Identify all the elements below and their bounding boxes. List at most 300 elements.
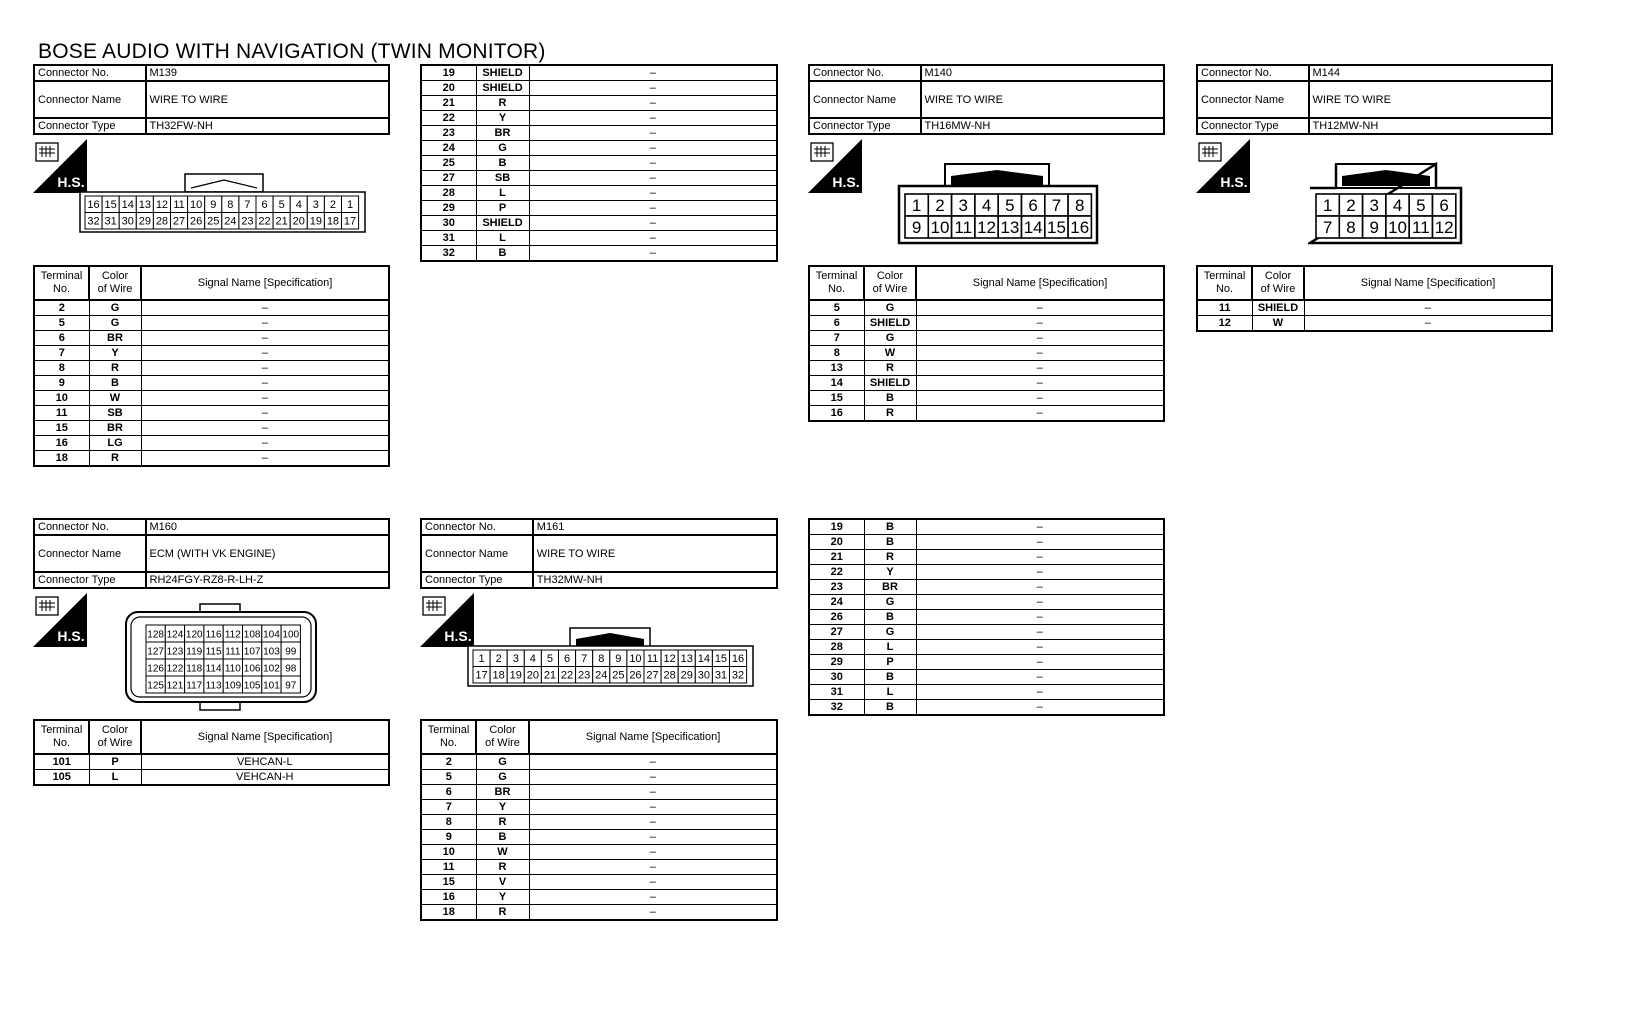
terminal-cell: 25	[421, 156, 476, 171]
terminal-cell: 19	[421, 65, 476, 81]
connector-no-value: M140	[921, 65, 1165, 81]
connector-m140-header	[808, 64, 1165, 135]
terminal-table-m161-continued	[808, 518, 1165, 716]
wire-color-cell: LG	[89, 436, 141, 451]
signal-name-cell: –	[916, 550, 1164, 565]
terminal-cell: 15	[809, 391, 864, 406]
pin-number: 4	[295, 199, 302, 212]
terminal-header: Terminal No.	[421, 720, 476, 754]
pin-number: 28	[155, 215, 169, 228]
table-row	[421, 830, 777, 845]
table-row	[809, 519, 1164, 535]
signal-name-cell: –	[916, 655, 1164, 670]
pin-number: 20	[526, 669, 539, 682]
pin-number: 21	[543, 669, 557, 682]
wire-color-cell: L	[864, 640, 916, 655]
pin-number: 17	[475, 669, 488, 682]
pin-number: 16	[731, 653, 745, 666]
terminal-header: Terminal No.	[1197, 266, 1252, 300]
terminal-cell: 27	[421, 171, 476, 186]
pin-number: 99	[285, 646, 297, 658]
pin-number: 19	[509, 669, 522, 682]
pin-number: 23	[578, 669, 591, 682]
wire-color-cell: Y	[476, 890, 529, 905]
signal-header: Signal Name [Specification]	[1304, 266, 1552, 300]
terminal-cell: 20	[809, 535, 864, 550]
signal-name-cell: –	[916, 595, 1164, 610]
wire-color-cell: B	[89, 376, 141, 391]
terminal-cell: 22	[421, 111, 476, 126]
connector-no-value: M139	[146, 65, 390, 81]
table-row	[34, 361, 389, 376]
pin-number: 3	[1369, 196, 1379, 216]
wire-color-cell: W	[89, 391, 141, 406]
terminal-cell: 29	[421, 201, 476, 216]
pin-number: 8	[1075, 196, 1085, 216]
table-row	[421, 875, 777, 890]
pin-number: 98	[285, 663, 297, 675]
signal-name-cell: –	[141, 376, 389, 391]
connector-name-label: Connector Name	[421, 535, 533, 572]
wire-color-cell: Y	[864, 565, 916, 580]
wire-color-cell: R	[864, 550, 916, 565]
signal-name-cell: –	[916, 700, 1164, 716]
signal-name-cell: –	[529, 905, 777, 921]
connector-name-label: Connector Name	[809, 81, 921, 118]
signal-name-cell: –	[141, 346, 389, 361]
table-row	[421, 201, 777, 216]
connector-name-value: WIRE TO WIRE	[533, 535, 777, 572]
terminal-cell: 8	[809, 346, 864, 361]
terminal-cell: 30	[809, 670, 864, 685]
signal-name-cell: –	[916, 316, 1164, 331]
table-row	[809, 391, 1164, 406]
signal-header: Signal Name [Specification]	[529, 720, 777, 754]
wire-color-cell: R	[476, 860, 529, 875]
connector-no-label: Connector No.	[809, 65, 921, 81]
pin-number: 4	[1392, 196, 1403, 216]
terminal-cell: 30	[421, 216, 476, 231]
wire-color-cell: SHIELD	[1252, 300, 1304, 316]
signal-name-cell: –	[916, 610, 1164, 625]
terminal-cell: 27	[809, 625, 864, 640]
table-row	[34, 300, 389, 316]
hs-label: H.S.	[444, 628, 472, 644]
terminal-cell: 18	[421, 905, 476, 921]
signal-name-cell: –	[916, 376, 1164, 391]
connector-type-label: Connector Type	[1197, 118, 1309, 134]
connector-m161-header	[420, 518, 778, 589]
signal-name-cell: –	[529, 754, 777, 770]
wire-color-cell: G	[864, 595, 916, 610]
table-row	[421, 186, 777, 201]
signal-name-cell: –	[529, 845, 777, 860]
pin-number: 12	[1434, 218, 1454, 238]
wire-color-cell: L	[476, 231, 529, 246]
signal-name-cell: –	[141, 436, 389, 451]
pin-number: 11	[1412, 218, 1430, 238]
table-row	[809, 406, 1164, 422]
pin-number: 4	[981, 196, 992, 216]
pin-number: 117	[186, 680, 203, 692]
pin-number: 115	[205, 646, 222, 658]
connector-name-label: Connector Name	[34, 81, 146, 118]
connector-m139-face	[78, 172, 368, 234]
signal-name-cell: –	[529, 201, 777, 216]
table-row	[1197, 316, 1552, 332]
pin-number: 9	[210, 199, 217, 212]
wire-color-cell: R	[476, 96, 529, 111]
table-row	[809, 670, 1164, 685]
pin-number: 111	[225, 646, 241, 658]
signal-name-cell: –	[916, 300, 1164, 316]
connector-type-label: Connector Type	[34, 572, 146, 588]
table-row	[421, 111, 777, 126]
pin-number: 16	[1070, 218, 1090, 238]
wire-color-cell: G	[476, 770, 529, 785]
wire-color-cell: G	[864, 625, 916, 640]
signal-name-cell: –	[916, 406, 1164, 422]
table-row	[34, 331, 389, 346]
table-row	[809, 565, 1164, 580]
pin-number: 30	[697, 669, 710, 682]
terminal-cell: 28	[421, 186, 476, 201]
pin-number: 2	[1346, 196, 1356, 216]
terminal-cell: 19	[809, 519, 864, 535]
pin-number: 26	[629, 669, 642, 682]
signal-name-cell: –	[916, 580, 1164, 595]
table-row	[34, 754, 389, 770]
pin-number: 10	[930, 218, 950, 238]
wire-color-cell: G	[476, 141, 529, 156]
signal-name-cell: –	[916, 535, 1164, 550]
connector-no-value: M144	[1309, 65, 1553, 81]
wire-color-cell: G	[864, 331, 916, 346]
connector-type-value: TH12MW-NH	[1309, 118, 1553, 134]
wire-color-cell: G	[89, 300, 141, 316]
terminal-cell: 15	[421, 875, 476, 890]
terminal-table-m160	[33, 719, 390, 786]
pin-number: 16	[87, 199, 100, 212]
pin-number: 31	[714, 669, 728, 682]
wire-color-cell: B	[864, 610, 916, 625]
pin-number: 9	[911, 218, 922, 238]
table-row	[421, 96, 777, 111]
pin-number: 6	[1028, 196, 1038, 216]
wire-color-cell: G	[864, 300, 916, 316]
connector-m139-header	[33, 64, 390, 135]
pin-number: 12	[155, 199, 169, 212]
wire-color-cell: R	[89, 451, 141, 467]
signal-header: Signal Name [Specification]	[141, 720, 389, 754]
signal-name-cell: –	[141, 391, 389, 406]
signal-name-cell: –	[529, 890, 777, 905]
table-row	[809, 685, 1164, 700]
pin-number: 114	[205, 663, 222, 675]
pin-number: 1	[911, 196, 922, 216]
pin-number: 25	[207, 215, 220, 228]
page-title: BOSE AUDIO WITH NAVIGATION (TWIN MONITOR)	[38, 40, 546, 63]
table-row	[421, 81, 777, 96]
connector-no-label: Connector No.	[34, 519, 146, 535]
table-row	[34, 406, 389, 421]
pin-number: 21	[275, 215, 288, 228]
terminal-cell: 14	[809, 376, 864, 391]
wire-color-cell: B	[476, 156, 529, 171]
signal-name-cell: VEHCAN-H	[141, 770, 389, 786]
terminal-cell: 5	[421, 770, 476, 785]
pin-number: 11	[173, 199, 185, 212]
terminal-cell: 26	[809, 610, 864, 625]
terminal-cell: 18	[34, 451, 89, 467]
connector-m161-face	[466, 626, 756, 690]
pin-number: 108	[243, 629, 261, 641]
signal-name-cell: –	[529, 171, 777, 186]
terminal-cell: 13	[809, 361, 864, 376]
terminal-cell: 23	[421, 126, 476, 141]
terminal-table-m139	[33, 265, 390, 467]
pin-number: 126	[147, 663, 164, 675]
color-header: Color of Wire	[89, 720, 141, 754]
signal-name-cell: –	[529, 830, 777, 845]
signal-name-cell: –	[529, 815, 777, 830]
signal-name-cell: VEHCAN-L	[141, 754, 389, 770]
pin-number: 97	[285, 680, 297, 692]
pin-number: 106	[243, 663, 261, 675]
pin-number: 8	[1346, 218, 1356, 238]
wire-color-cell: L	[89, 770, 141, 786]
signal-name-cell: –	[529, 126, 777, 141]
terminal-cell: 21	[421, 96, 476, 111]
pin-number: 122	[166, 663, 184, 675]
table-row	[809, 700, 1164, 716]
pin-number: 101	[263, 680, 280, 692]
pin-number: 20	[292, 215, 305, 228]
wire-color-cell: BR	[476, 785, 529, 800]
terminal-cell: 32	[421, 246, 476, 262]
pin-number: 32	[87, 215, 100, 228]
pin-number: 22	[258, 215, 271, 228]
pin-number: 17	[343, 215, 357, 228]
signal-name-cell: –	[529, 860, 777, 875]
wire-color-cell: G	[476, 754, 529, 770]
hs-label: H.S.	[832, 174, 860, 190]
pin-number: 2	[935, 196, 945, 216]
terminal-cell: 5	[34, 316, 89, 331]
pin-number: 7	[1322, 218, 1333, 238]
terminal-cell: 24	[809, 595, 864, 610]
pin-number: 13	[1000, 218, 1020, 238]
pin-number: 3	[512, 653, 519, 666]
wire-color-cell: Y	[476, 111, 529, 126]
signal-name-cell: –	[529, 770, 777, 785]
table-row	[34, 451, 389, 467]
terminal-cell: 31	[421, 231, 476, 246]
connector-name-value: WIRE TO WIRE	[146, 81, 390, 118]
signal-name-cell: –	[1304, 300, 1552, 316]
signal-name-cell: –	[529, 81, 777, 96]
pin-number: 116	[205, 629, 222, 641]
hs-label: H.S.	[57, 628, 85, 644]
connector-name-value: ECM (WITH VK ENGINE)	[146, 535, 390, 572]
pin-number: 110	[224, 663, 241, 675]
table-row	[809, 331, 1164, 346]
pin-number: 112	[224, 629, 241, 641]
terminal-cell: 11	[34, 406, 89, 421]
terminal-header: Terminal No.	[809, 266, 864, 300]
hs-icon	[33, 593, 87, 647]
terminal-cell: 2	[421, 754, 476, 770]
terminal-cell: 16	[34, 436, 89, 451]
color-header: Color of Wire	[864, 266, 916, 300]
signal-name-cell: –	[529, 186, 777, 201]
connector-m160-header	[33, 518, 390, 589]
connector-name-value: WIRE TO WIRE	[921, 81, 1165, 118]
terminal-cell: 8	[421, 815, 476, 830]
pin-number: 7	[244, 199, 251, 212]
terminal-cell: 6	[34, 331, 89, 346]
terminal-table-m140	[808, 265, 1165, 422]
pin-number: 6	[261, 199, 268, 212]
pin-number: 123	[166, 646, 184, 658]
pin-number: 12	[663, 653, 676, 666]
pin-number: 119	[186, 646, 203, 658]
wire-color-cell: P	[864, 655, 916, 670]
connector-no-label: Connector No.	[421, 519, 533, 535]
table-row	[421, 246, 777, 262]
pin-number: 32	[731, 669, 745, 682]
wire-color-cell: B	[864, 670, 916, 685]
pin-number: 10	[190, 199, 203, 212]
table-row	[421, 800, 777, 815]
connector-type-value: RH24FGY-RZ8-R-LH-Z	[146, 572, 390, 588]
terminal-cell: 31	[809, 685, 864, 700]
table-row	[809, 346, 1164, 361]
hs-label: H.S.	[1220, 174, 1248, 190]
connector-type-label: Connector Type	[809, 118, 921, 134]
table-row	[809, 655, 1164, 670]
table-row	[1197, 300, 1552, 316]
wire-color-cell: V	[476, 875, 529, 890]
wire-color-cell: B	[476, 830, 529, 845]
pin-number: 19	[309, 215, 322, 228]
table-row	[421, 905, 777, 921]
pin-number: 120	[185, 629, 203, 641]
signal-name-cell: –	[529, 875, 777, 890]
terminal-cell: 105	[34, 770, 89, 786]
wire-color-cell: B	[864, 519, 916, 535]
pin-number: 7	[581, 653, 588, 666]
pin-number: 5	[1416, 196, 1426, 216]
pin-number: 7	[1051, 196, 1062, 216]
table-row	[809, 316, 1164, 331]
pin-number: 121	[166, 680, 184, 692]
wire-color-cell: B	[864, 535, 916, 550]
terminal-cell: 11	[1197, 300, 1252, 316]
terminal-cell: 10	[421, 845, 476, 860]
table-row	[421, 231, 777, 246]
wire-color-cell: B	[864, 391, 916, 406]
table-row	[421, 171, 777, 186]
pin-number: 5	[278, 199, 285, 212]
pin-number: 1	[1322, 196, 1333, 216]
signal-name-cell: –	[529, 156, 777, 171]
terminal-cell: 32	[809, 700, 864, 716]
wire-color-cell: L	[864, 685, 916, 700]
signal-name-cell: –	[529, 800, 777, 815]
pin-number: 2	[495, 653, 502, 666]
signal-name-cell: –	[529, 785, 777, 800]
signal-name-cell: –	[529, 216, 777, 231]
pin-number: 31	[104, 215, 117, 228]
signal-name-cell: –	[141, 361, 389, 376]
signal-name-cell: –	[141, 300, 389, 316]
table-row	[34, 421, 389, 436]
signal-name-cell: –	[529, 141, 777, 156]
terminal-cell: 9	[421, 830, 476, 845]
signal-name-cell: –	[529, 246, 777, 262]
pin-number: 18	[326, 215, 340, 228]
signal-name-cell: –	[916, 685, 1164, 700]
terminal-cell: 15	[34, 421, 89, 436]
connector-m144-face	[1308, 162, 1464, 246]
table-row	[809, 376, 1164, 391]
pin-number: 107	[243, 646, 261, 658]
pin-number: 103	[263, 646, 280, 658]
wire-color-cell: G	[89, 316, 141, 331]
hs-icon	[808, 139, 862, 193]
table-row	[34, 770, 389, 786]
signal-name-cell: –	[916, 519, 1164, 535]
connector-no-value: M160	[146, 519, 390, 535]
pin-number: 10	[1388, 218, 1408, 238]
table-row	[421, 785, 777, 800]
wire-color-cell: Y	[476, 800, 529, 815]
signal-name-cell: –	[529, 65, 777, 81]
pin-number: 28	[663, 669, 676, 682]
terminal-cell: 7	[809, 331, 864, 346]
connector-name-label: Connector Name	[34, 535, 146, 572]
table-row	[809, 580, 1164, 595]
wire-color-cell: R	[89, 361, 141, 376]
signal-name-cell: –	[916, 640, 1164, 655]
pin-number: 10	[629, 653, 642, 666]
connector-type-value: TH32MW-NH	[533, 572, 777, 588]
terminal-cell: 2	[34, 300, 89, 316]
wire-color-cell: SB	[476, 171, 529, 186]
table-row	[421, 754, 777, 770]
pin-number: 124	[166, 629, 184, 641]
signal-name-cell: –	[916, 670, 1164, 685]
signal-header: Signal Name [Specification]	[141, 266, 389, 300]
connector-type-value: TH32FW-NH	[146, 118, 390, 134]
signal-name-cell: –	[916, 625, 1164, 640]
signal-name-cell: –	[529, 96, 777, 111]
pin-number: 6	[1439, 196, 1449, 216]
wire-color-cell: P	[476, 201, 529, 216]
pin-number: 18	[492, 669, 505, 682]
wire-color-cell: B	[864, 700, 916, 716]
pin-number: 8	[227, 199, 234, 212]
pin-number: 6	[563, 653, 571, 666]
table-row	[421, 126, 777, 141]
color-header: Color of Wire	[1252, 266, 1304, 300]
terminal-cell: 28	[809, 640, 864, 655]
pin-number: 4	[529, 653, 536, 666]
table-row	[421, 65, 777, 81]
table-row	[809, 595, 1164, 610]
signal-name-cell: –	[916, 391, 1164, 406]
